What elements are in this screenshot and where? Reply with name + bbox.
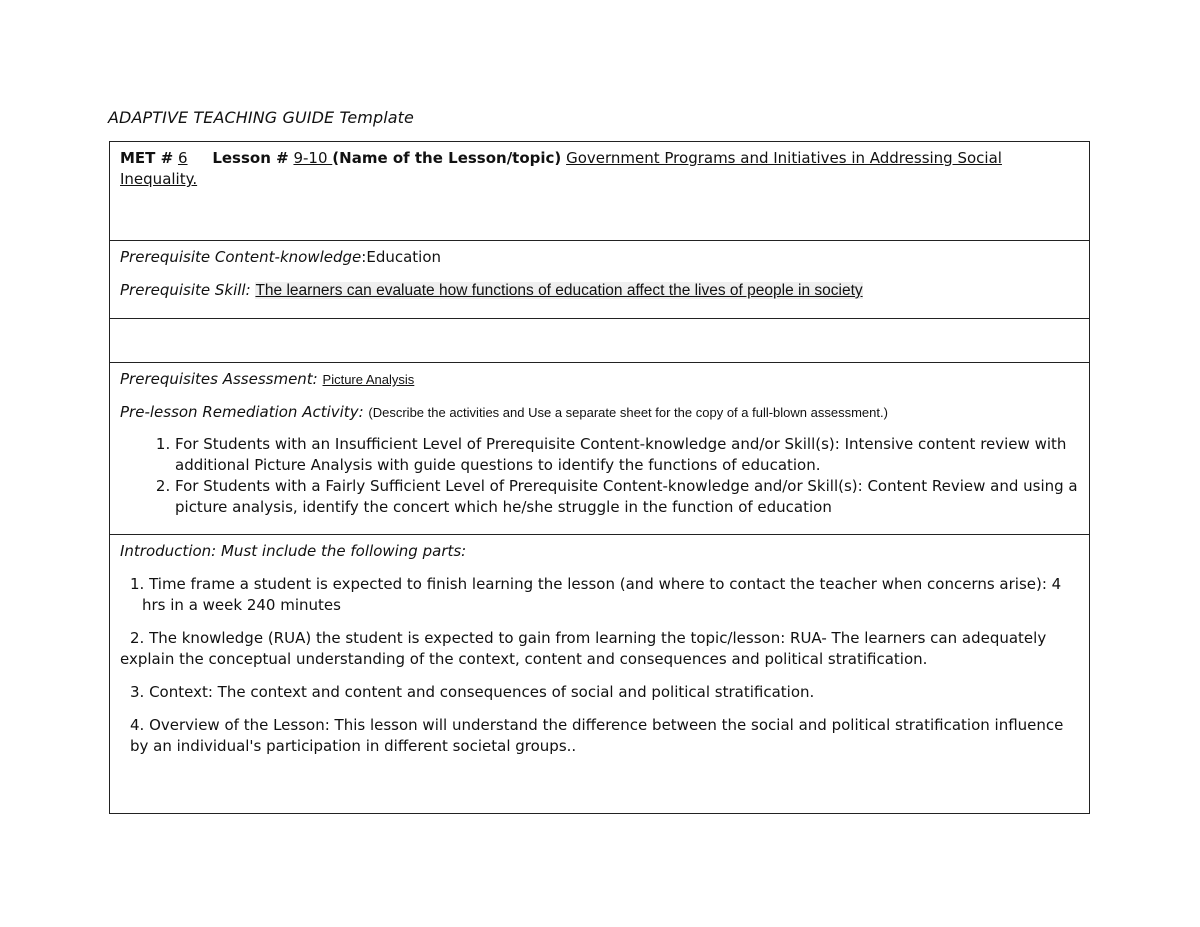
remediation-list <box>120 434 1079 518</box>
prerequisite-cell <box>110 241 1090 319</box>
prereq-skill-label: Prerequisite Skill: <box>120 281 251 299</box>
remediation-line <box>120 390 1079 423</box>
teaching-guide-table <box>109 141 1090 814</box>
intro-item-4: 4. Overview of the Lesson: This lesson will understand the difference between the social and political stratification influence by an individual's participation in different societal groups.. <box>130 716 1064 755</box>
met-row <box>110 142 1090 241</box>
assessment-cell <box>110 363 1090 535</box>
document-title: ADAPTIVE TEACHING GUIDE Template <box>108 108 414 127</box>
introduction-row <box>110 535 1090 814</box>
remediation-note: (Describe the activities and Use a separate sheet for the copy of a full-blown assessment.) <box>368 405 888 420</box>
prereq-content-value: :Education <box>361 248 442 266</box>
topic-label: (Name of the Lesson/topic) <box>332 149 562 167</box>
intro-item-3: 3. Context: The context and content and consequences of social and political stratification. <box>130 683 815 701</box>
empty-row <box>110 319 1090 363</box>
prereq-content-line <box>120 241 1079 268</box>
introduction-cell <box>110 535 1090 814</box>
assessment-label: Prerequisites Assessment: <box>120 370 318 388</box>
empty-cell <box>110 319 1090 363</box>
assessment-line <box>120 363 1079 390</box>
prereq-content-label: Prerequisite Content-knowledge <box>120 248 362 266</box>
lesson-label: Lesson # <box>212 149 289 167</box>
remediation-label: Pre-lesson Remediation Activity: <box>120 403 364 421</box>
prereq-skill-value: The learners can evaluate how functions of education affect the lives of people in society <box>255 282 863 299</box>
remediation-item: 1. For Students with an Insufficient Level of Prerequisite Content-knowledge and/or Skill(s): Intensive content review with additional Picture Analysis with guide questions to identify the functions of education. <box>175 434 1079 476</box>
intro-heading: Introduction: Must include the following parts: <box>120 542 467 560</box>
intro-item-1: 1. Time frame a student is expected to finish learning the lesson (and where to contact the teacher when concerns arise): 4 hrs in a week 240 minutes <box>130 575 1062 614</box>
assessment-row <box>110 363 1090 535</box>
topic-value: Government Programs and Initiatives in Addressing Social Inequality. <box>120 149 1002 188</box>
met-value: 6 <box>177 149 188 167</box>
intro-item-2: 2. The knowledge (RUA) the student is expected to gain from learning the topic/lesson: RUA- The learners can adequately explain the conceptual understanding of the context, content and consequences and political stratification. <box>120 629 1047 668</box>
assessment-value: Picture Analysis <box>322 372 415 387</box>
prerequisite-row <box>110 241 1090 319</box>
lesson-value: 9-10 <box>293 149 333 167</box>
prereq-skill-line <box>120 268 1079 301</box>
met-label: MET # <box>120 149 174 167</box>
remediation-item: 2. For Students with a Fairly Sufficient Level of Prerequisite Content-knowledge and/or Skill(s): Content Review and using a picture analysis, identify the concert which he/she struggle in the function of education <box>175 476 1079 518</box>
met-cell <box>110 142 1090 241</box>
